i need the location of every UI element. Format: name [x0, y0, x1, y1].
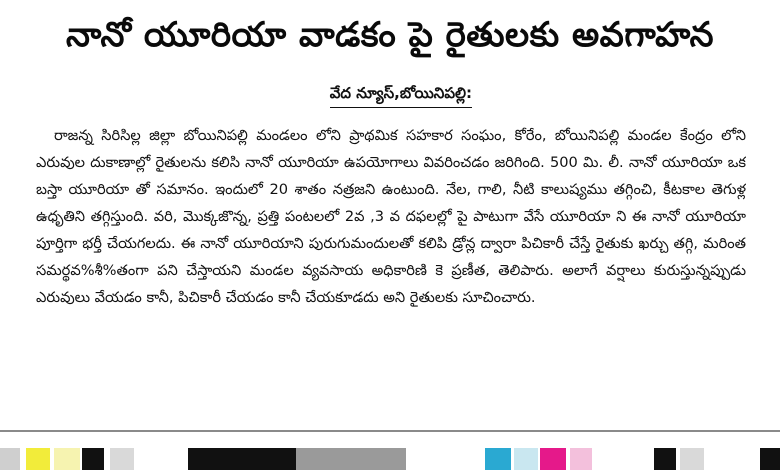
color-swatch: [188, 448, 296, 470]
byline: వేద న్యూస్,బోయినిపల్లి:: [330, 84, 472, 108]
color-swatch: [54, 448, 80, 470]
color-swatch: [514, 448, 538, 470]
color-swatch: [485, 448, 511, 470]
color-swatch: [570, 448, 592, 470]
color-swatch: [680, 448, 704, 470]
color-swatch: [110, 448, 134, 470]
color-swatch: [0, 448, 20, 470]
article-body: రాజన్న సిరిసిల్ల జిల్లా బోయినిపల్లి మండలం లోని ప్రాథమిక సహకార సంఘం, కోరేం, బోయినిపల్లి మండల కేంద్రం లోని ఎరువుల దుకాణాల్లో రైతులను కలిసి నానో యూరియా ఉపయోగాలు వివరించడం జరిగింది. 500 మి. లీ. నానో యూరియా ఒక బస్తా యూరియా తో సమానం. ఇందులో 20 శాతం నత్రజని ఉంటుంది. నేల, గాలి, నీటి కాలుష్యము తగ్గించి, కీటకాల తెగుళ్ల ఉధృతిని తగ్గిస్తుంది. వరి, మొక్కజొన్న, ప్రత్తి పంటలలో 2వ ,3 వ దఫలల్లో పై పాటుగా వేసే యూరియా ని ఈ నానో యూరియా పూర్తిగా భర్తీ చేయగలదు. ఈ నానో యూరియాని పురుగుమందులతో కలిపి డ్రోన్ల ద్వారా పిచికారీ చేస్తే రైతుకు ఖర్చు తగ్గి, మరింత సమర్థవ%శీ%తంగా పని చేస్తాయని మండల వ్యవసాయ అధికారిణి కె ప్రణీత, తెలిపారు. అలాగే వర్షాలు కురుస్తున్నప్పుడు ఎరువులు వేయడం కానీ, పిచికారీ చేయడం కానీ చేయకూడదు అని రైతులకు సూచించారు.: [36, 127, 746, 306]
color-swatch: [654, 448, 676, 470]
color-swatch: [760, 448, 780, 470]
bottom-rule: [0, 430, 780, 432]
color-swatch: [26, 448, 50, 470]
print-color-bar: [0, 448, 780, 470]
color-swatch: [540, 448, 566, 470]
color-swatch: [82, 448, 104, 470]
color-swatch: [296, 448, 406, 470]
headline: నానో యూరియా వాడకం పై రైతులకు అవగాహన: [65, 15, 715, 55]
